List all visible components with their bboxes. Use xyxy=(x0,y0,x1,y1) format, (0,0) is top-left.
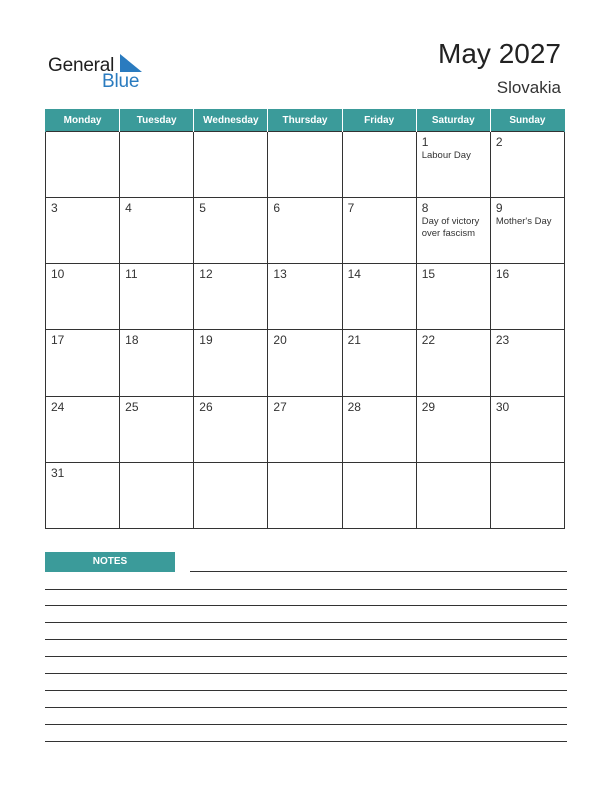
note-line xyxy=(45,741,567,742)
day-cell xyxy=(194,396,268,462)
day-number: 11 xyxy=(125,267,138,282)
generalblue-logo xyxy=(48,52,158,96)
day-cell xyxy=(416,198,490,264)
note-line xyxy=(45,589,567,590)
day-cell xyxy=(490,330,564,396)
note-line xyxy=(190,571,567,572)
day-cell xyxy=(342,132,416,198)
day-cell xyxy=(46,132,120,198)
note-line xyxy=(45,673,567,674)
day-cell xyxy=(416,462,490,528)
day-number: 27 xyxy=(273,399,287,414)
day-cell xyxy=(342,198,416,264)
day-number: 14 xyxy=(347,267,361,282)
day-cell xyxy=(120,264,194,330)
day-number: 20 xyxy=(273,333,287,348)
day-cell xyxy=(490,264,564,330)
holiday-label: Mother's Day xyxy=(495,216,552,228)
day-cell xyxy=(416,396,490,462)
logo-word-blue: Blue xyxy=(102,71,140,92)
day-number: 19 xyxy=(199,333,213,348)
day-number: 24 xyxy=(51,399,65,414)
note-line xyxy=(45,707,567,708)
day-cell xyxy=(268,396,342,462)
day-cell xyxy=(342,264,416,330)
day-cell xyxy=(268,198,342,264)
holiday-label: Labour Day xyxy=(421,150,471,161)
day-cell xyxy=(194,462,268,528)
weekday-header: Wednesday xyxy=(194,109,268,132)
day-cell xyxy=(120,132,194,198)
day-cell xyxy=(268,132,342,198)
day-number: 12 xyxy=(199,267,213,282)
day-number: 21 xyxy=(347,333,361,348)
note-line xyxy=(45,656,567,657)
weekday-header: Monday xyxy=(46,109,120,132)
week-row xyxy=(46,396,565,462)
day-number: 13 xyxy=(273,267,287,282)
day-cell xyxy=(268,264,342,330)
note-line xyxy=(45,690,567,691)
day-cell xyxy=(416,264,490,330)
day-number: 22 xyxy=(421,333,436,348)
day-cell xyxy=(342,396,416,462)
day-cell xyxy=(268,462,342,528)
note-line xyxy=(45,622,567,623)
day-cell xyxy=(46,198,120,264)
day-cell xyxy=(46,264,120,330)
day-cell xyxy=(194,132,268,198)
day-cell xyxy=(268,330,342,396)
day-number: 31 xyxy=(51,465,65,480)
holiday-label: Day of victory over fascism xyxy=(421,216,480,240)
day-cell xyxy=(194,330,268,396)
day-number: 17 xyxy=(51,333,65,348)
weekday-header-row xyxy=(46,109,565,132)
day-number: 6 xyxy=(273,201,281,216)
day-number: 4 xyxy=(125,201,132,216)
week-row xyxy=(46,462,565,528)
day-number: 7 xyxy=(347,201,355,216)
logo-word-general: General xyxy=(48,55,115,76)
note-line xyxy=(45,724,567,725)
day-cell xyxy=(46,462,120,528)
weekday-header: Saturday xyxy=(416,109,490,132)
day-cell xyxy=(46,396,120,462)
day-cell xyxy=(490,198,564,264)
day-number: 15 xyxy=(421,267,436,282)
day-number: 1 xyxy=(421,135,429,149)
day-number: 29 xyxy=(421,399,436,414)
day-number: 16 xyxy=(495,267,510,282)
day-number: 10 xyxy=(51,267,65,282)
day-number: 26 xyxy=(199,399,213,414)
weekday-header: Sunday xyxy=(490,109,564,132)
day-number: 30 xyxy=(495,399,510,414)
day-cell xyxy=(120,198,194,264)
day-cell xyxy=(120,396,194,462)
weekday-header: Tuesday xyxy=(120,109,194,132)
day-cell xyxy=(490,462,564,528)
day-cell xyxy=(46,330,120,396)
day-number: 23 xyxy=(495,333,510,348)
week-row xyxy=(46,264,565,330)
week-row xyxy=(46,330,565,396)
day-cell xyxy=(490,132,564,198)
calendar-grid xyxy=(45,109,565,529)
weekday-header: Friday xyxy=(342,109,416,132)
notes-label: NOTES xyxy=(45,552,175,572)
note-line xyxy=(45,605,567,606)
day-number: 28 xyxy=(347,399,361,414)
day-cell xyxy=(120,330,194,396)
day-number: 2 xyxy=(495,135,503,149)
day-number: 5 xyxy=(199,201,206,216)
day-cell xyxy=(416,330,490,396)
country-name: Slovakia xyxy=(496,78,561,97)
day-cell xyxy=(342,462,416,528)
day-number: 18 xyxy=(125,333,139,348)
day-number: 3 xyxy=(51,201,58,216)
day-cell xyxy=(194,264,268,330)
day-number: 8 xyxy=(421,201,429,216)
weekday-header: Thursday xyxy=(268,109,342,132)
logo-triangle-icon xyxy=(120,54,142,72)
day-cell xyxy=(194,198,268,264)
day-number: 25 xyxy=(125,399,139,414)
day-cell xyxy=(490,396,564,462)
week-row xyxy=(46,132,565,198)
day-cell xyxy=(416,132,490,198)
page-title: May 2027 xyxy=(438,38,561,69)
day-number: 9 xyxy=(495,201,503,216)
note-line xyxy=(45,639,567,640)
day-cell xyxy=(120,462,194,528)
day-cell xyxy=(342,330,416,396)
week-row xyxy=(46,198,565,264)
